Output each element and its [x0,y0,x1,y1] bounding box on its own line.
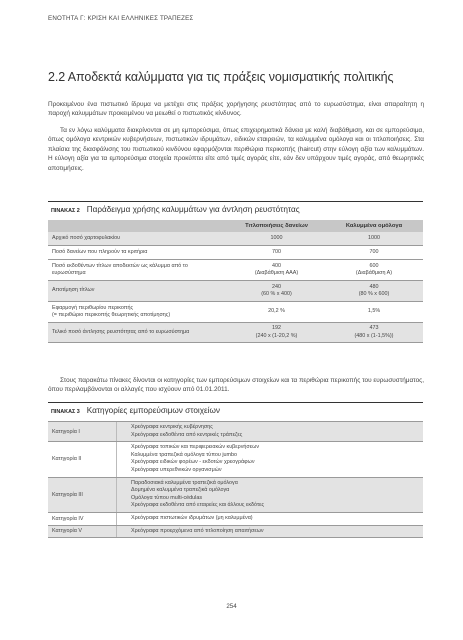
table-row [48,513,423,526]
list-item: Χρεόγραφα προερχόμενα από τιτλοποίηση απαιτήσεων [131,527,264,534]
paragraph-intro: Προκειμένου ένα πιστωτικό ίδρυμα να μετέχει στις πράξεις χορήγησης ρευστότητας από το ευρωσύστημα, είναι απαραίτητη η παροχή καλυμμάτων προκειμένου να μειωθεί ο πιστωτικός κίνδυνος. [48,101,424,118]
cell-line: 240 [272,283,281,290]
cell-line: (Διαβάθμιση ΑΑΑ) [254,270,299,276]
cell-line: Ποσό δανείων που πληρούν τα κριτήρια [52,248,148,255]
cell-line: (80 % x 600) [358,291,390,297]
cell-line: 192 [272,325,281,331]
header-covered-bonds: Καλυμμένα ομόλογα [345,223,403,229]
category-label: Κατηγορία ΙΙ [52,456,82,463]
table-cell [228,281,325,301]
cell-line: 700 [272,248,281,255]
cell-line: Εφαρμογή περιθωρίου περικοπής [52,304,134,311]
category-items [116,513,423,525]
cell-line: ευρωσύστημα [52,270,86,276]
category-items [116,526,423,538]
list-item: Χρεόγραφα εκδοθέντα από εταιρείες και άλλους εκδότες [131,502,265,509]
cell-line: 400 [272,262,281,269]
list-item: Παραδοσιακά καλυμμένα τραπεζικά ομόλογα [131,479,238,486]
paragraph-collateral: Τα εν λόγω καλύμματα διακρίνονται σε μη εμπορεύσιμα, όπως επιχειρηματικά δάνεια με καλή διαβάθμιση, και σε εμπορεύσιμα, όπως ομόλογα κεντρικών κυβερνήσεων, πιστωτικών ιδρυμάτων, ειδικών εταιρειών, τα καλυμμένα ομόλογα και οι τιτλοποιήσεις. Στα πλαίσια της διασφάλισης του πιστωτικού κινδύνου εφαρμόζονται περιθώρια περικοπής (haircut) στην εύλογη αξία των καλυμμάτων. Η εύλογη αξία για τα εμπορεύσιμα στοιχεία προκύπτει είτε από τιμές αγοράς είτε, εάν δεν υπάρχουν τιμές αγοράς, από θεωρητικές αποτιμήσεις. [48,127,424,172]
list-item: Χρεόγραφα ειδικών φορέων - εκδοτών χρεογράφων [131,459,255,466]
list-item: Χρεόγραφα πιστωτικών ιδρυμάτων (μη καλυμμένα) [131,514,253,521]
list-item: Χρεόγραφα υπερεθνικών οργανισμών [131,466,222,473]
table-row [48,232,423,246]
list-item: Καλυμμένα τραπεζικά ομόλογα τύπου jumbo [131,451,238,458]
cell-line: 1,5% [367,308,381,315]
table-caption: Παράδειγμα χρήσης καλυμμάτων για άντληση ρευστότητας [86,205,300,214]
table-header [48,220,423,232]
list-item: Δομημένα καλυμμένα τραπεζικά ομόλογα [131,487,230,494]
cell-line: 20,2 % [268,308,285,315]
table-row [48,323,423,343]
list-item: Χρεόγραφα κεντρικής κυβέρνησης [131,424,213,430]
table-cell [228,246,325,259]
category-items [116,422,423,441]
cell-line: Τελικό ποσό άντλησης ρευστότητας από το ευρωσύστημα [52,328,190,335]
cell-line: (60 % x 400) [261,291,292,297]
row-label [48,232,228,245]
table-cell [325,302,423,322]
row-label [48,246,228,259]
running-head: ΕΝΟΤΗΤΑ Γ: ΚΡΙΣΗ ΚΑΙ ΕΛΛΗΝΙΚΕΣ ΤΡΑΠΕΖΕΣ [48,15,194,22]
cell-line: (480 x (1-1,5%)) [354,332,394,339]
list-item: Χρεόγραφα τοπικών και περιφερειακών κυβερνήσεων [131,444,260,451]
paragraph-tables-intro: Στους παρακάτω πίνακες δίνονται οι κατηγορίες των εμπορεύσιμων στοιχείων και τα περιθώρια περικοπής του ευρωσυστήματος, όπου περιλαμβάνονται οι αλλαγές που ισχύουν από 01.01.2011. [48,377,424,394]
cell-line: 700 [369,248,379,255]
row-label [48,260,228,280]
table-cell [228,302,325,322]
cell-line: Αρχικό ποσό χαρτοφυλακίου [52,234,121,241]
table-cell [228,232,325,245]
table-row [48,526,423,539]
cell-line: 480 [369,283,379,290]
table-title [48,201,423,220]
table-caption: Κατηγορίες εμπορεύσιμων στοιχείων [86,406,220,415]
table-cell [325,260,423,280]
table-liquidity-example [48,201,423,343]
table-row [48,302,423,323]
cell-line: Ποσό εκδοθέντων τίτλων αποδεκτών ως κάλυμμα από το [52,262,188,269]
row-label [48,323,228,342]
row-label [48,302,228,322]
table-cell [325,232,423,245]
table-cell [228,323,325,342]
table-cell [228,260,325,280]
cell-line: Αποτίμηση τίτλων [52,287,95,294]
category-items [116,442,423,476]
header-securitizations: Τιτλοποιήσεις δανείων [245,223,308,229]
table-row [48,260,423,281]
cell-line: (240 x (1-20,2 %) [255,332,298,339]
page-number: 254 [226,603,237,610]
table-row [48,478,423,513]
table-row [48,442,423,477]
table-label: ΠΙΝΑΚΑΣ 3 [51,409,80,415]
cell-line: 473 [369,325,379,331]
cell-line: 600 [369,262,379,269]
table-marketable-categories [48,402,423,538]
cell-line: 1000 [368,234,380,241]
category-label: Κατηγορία ΙΙΙ [52,491,83,498]
category-label: Κατηγορία Ι [52,428,80,435]
cell-line: 1000 [270,234,283,241]
list-item: Χρεόγραφα εκδοθέντα από κεντρικές τράπεζες [131,431,243,438]
table-cell [325,281,423,301]
list-item: Ομόλογα τύπου multi-cédulas [131,494,203,501]
table-row [48,246,423,260]
row-label [48,281,228,301]
table-title [48,402,423,421]
section-title: 2.2 Αποδεκτά καλύμματα για τις πράξεις νομισματικής πολιτικής [48,70,394,84]
table-label: ΠΙΝΑΚΑΣ 2 [51,208,80,214]
category-label: Κατηγορία V [52,528,82,535]
category-items [116,478,423,512]
table-row [48,422,423,442]
category-label: Κατηγορία IV [52,515,84,522]
table-cell [325,323,423,342]
cell-line: (= περιθώριο περικοπής θεωρητικής αποτίμησης) [52,312,171,318]
table-row [48,281,423,302]
cell-line: (Διαβάθμιση Α) [355,270,393,276]
table-cell [325,246,423,259]
